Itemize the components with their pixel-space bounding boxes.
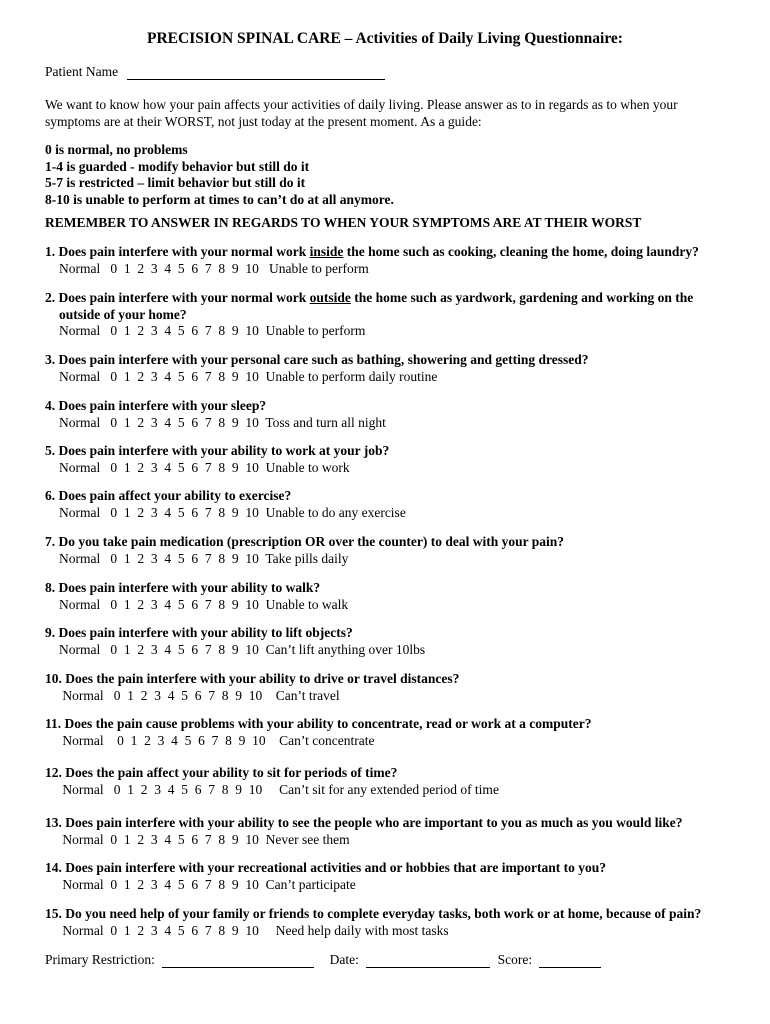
- question-text-part: 3. Does pain interfere with your personal care such as bathing, showering and getting dressed?: [45, 352, 589, 367]
- footer-row: [45, 952, 601, 968]
- rating-scale[interactable]: Normal 0 1 2 3 4 5 6 7 8 9 10 Unable to perform: [59, 323, 366, 338]
- rating-scale[interactable]: Normal 0 1 2 3 4 5 6 7 8 9 10 Can’t travel: [59, 687, 340, 703]
- guide-line: 8-10 is unable to perform at times to can’t do at all anymore.: [45, 191, 394, 207]
- rating-scale[interactable]: Normal 0 1 2 3 4 5 6 7 8 9 10 Can’t participate: [59, 876, 356, 892]
- question-item: [45, 625, 745, 658]
- primary-restriction-field[interactable]: [162, 967, 314, 968]
- question-emphasis: inside: [309, 244, 344, 259]
- question-item: [45, 443, 745, 476]
- question-text-part: 8. Does pain interfere with your ability to walk?: [45, 580, 321, 595]
- rating-scale[interactable]: Normal 0 1 2 3 4 5 6 7 8 9 10 Unable to work: [59, 459, 350, 475]
- patient-name-field[interactable]: [127, 79, 385, 80]
- rating-scale[interactable]: Normal 0 1 2 3 4 5 6 7 8 9 10 Never see them: [59, 831, 350, 847]
- question-text-part: 11. Does the pain cause problems with your ability to concentrate, read or work at a computer?: [45, 716, 592, 731]
- rating-guide: [45, 142, 394, 208]
- question-item: [45, 290, 745, 340]
- question-text: [45, 443, 745, 460]
- question-text: [45, 580, 745, 597]
- question-text: [45, 290, 745, 323]
- question-item: [45, 580, 745, 613]
- question-text: [45, 906, 745, 923]
- remember-notice: REMEMBER TO ANSWER IN REGARDS TO WHEN YOUR SYMPTOMS ARE AT THEIR WORST: [45, 215, 642, 230]
- rating-scale[interactable]: Normal 0 1 2 3 4 5 6 7 8 9 10 Toss and turn all night: [59, 414, 386, 430]
- question-text-part: the home such as yardwork, gardening and working on the: [350, 290, 694, 305]
- question-text: [45, 534, 745, 551]
- question-item: [45, 244, 745, 277]
- score-label: Score:: [497, 952, 533, 967]
- question-text: [45, 244, 745, 261]
- guide-line: 1-4 is guarded - modify behavior but still do it: [45, 158, 310, 174]
- question-text: [45, 488, 745, 505]
- question-item: [45, 765, 745, 798]
- question-text-part: the home such as cooking, cleaning the home, doing laundry?: [343, 244, 699, 259]
- question-text-part: 13. Does pain interfere with your ability to see the people who are important to you as much as you would like?: [45, 815, 683, 830]
- guide-line: 0 is normal, no problems: [45, 142, 188, 157]
- rating-scale[interactable]: Normal 0 1 2 3 4 5 6 7 8 9 10 Unable to do any exercise: [59, 504, 406, 520]
- primary-restriction-label: Primary Restriction:: [45, 952, 155, 967]
- question-text-part: 9. Does pain interfere with your ability to lift objects?: [45, 625, 353, 640]
- score-field[interactable]: [539, 967, 601, 968]
- question-text-part: 4. Does pain interfere with your sleep?: [45, 398, 267, 413]
- question-text-part: 12. Does the pain affect your ability to sit for periods of time?: [45, 765, 398, 780]
- rating-scale[interactable]: Normal 0 1 2 3 4 5 6 7 8 9 10 Can’t concentrate: [59, 732, 375, 748]
- question-text-part: 2. Does pain interfere with your normal work: [45, 290, 310, 305]
- date-field[interactable]: [366, 967, 490, 968]
- rating-scale[interactable]: Normal 0 1 2 3 4 5 6 7 8 9 10 Unable to perform: [59, 260, 369, 276]
- question-item: [45, 860, 745, 893]
- rating-scale[interactable]: Normal 0 1 2 3 4 5 6 7 8 9 10 Take pills daily: [59, 550, 349, 566]
- question-item: [45, 488, 745, 521]
- question-text-part: 14. Does pain interfere with your recreational activities and or hobbies that are important to you?: [45, 860, 606, 875]
- rating-scale[interactable]: Normal 0 1 2 3 4 5 6 7 8 9 10 Unable to walk: [59, 596, 349, 612]
- question-item: [45, 398, 745, 431]
- patient-name-label: Patient Name: [45, 64, 119, 79]
- question-text: [45, 860, 745, 877]
- date-label: Date:: [329, 952, 359, 967]
- question-text-part: 7. Do you take pain medication (prescription OR over the counter) to deal with your pain?: [45, 534, 564, 549]
- question-text-part: 1. Does pain interfere with your normal work: [45, 244, 310, 259]
- question-emphasis: outside: [309, 290, 351, 305]
- question-text: [45, 352, 745, 369]
- question-item: [45, 671, 745, 704]
- question-item: [45, 352, 745, 385]
- question-item: [45, 906, 745, 939]
- question-text-part: 6. Does pain affect your ability to exercise?: [45, 488, 292, 503]
- question-item: [45, 716, 745, 749]
- patient-name-row: [45, 64, 385, 80]
- question-text-continued: outside of your home?: [59, 306, 187, 322]
- question-text-part: 5. Does pain interfere with your ability to work at your job?: [45, 443, 390, 458]
- question-item: [45, 534, 745, 567]
- rating-scale[interactable]: Normal 0 1 2 3 4 5 6 7 8 9 10 Can’t sit for any extended period of time: [59, 781, 499, 797]
- question-text: [45, 625, 745, 642]
- question-text: [45, 716, 745, 733]
- question-text: [45, 671, 745, 688]
- rating-scale[interactable]: Normal 0 1 2 3 4 5 6 7 8 9 10 Need help daily with most tasks: [59, 922, 449, 938]
- rating-scale[interactable]: Normal 0 1 2 3 4 5 6 7 8 9 10 Can’t lift anything over 10lbs: [59, 641, 426, 657]
- guide-line: 5-7 is restricted – limit behavior but still do it: [45, 175, 306, 190]
- question-text: [45, 398, 745, 415]
- rating-scale[interactable]: Normal 0 1 2 3 4 5 6 7 8 9 10 Unable to perform daily routine: [59, 368, 438, 384]
- question-item: [45, 815, 745, 848]
- question-text-part: 15. Do you need help of your family or friends to complete everyday tasks, both work or at home, because of pain?: [45, 906, 702, 921]
- question-text-part: 10. Does the pain interfere with your ability to drive or travel distances?: [45, 671, 460, 686]
- page-title: PRECISION SPINAL CARE – Activities of Daily Living Questionnaire:: [147, 30, 623, 47]
- question-text: [45, 815, 745, 832]
- intro-paragraph: We want to know how your pain affects your activities of daily living. Please answer as to in regards as to when your symptoms are at their WORST, not just today at the present moment. As a guide:: [45, 97, 678, 129]
- question-text: [45, 765, 745, 782]
